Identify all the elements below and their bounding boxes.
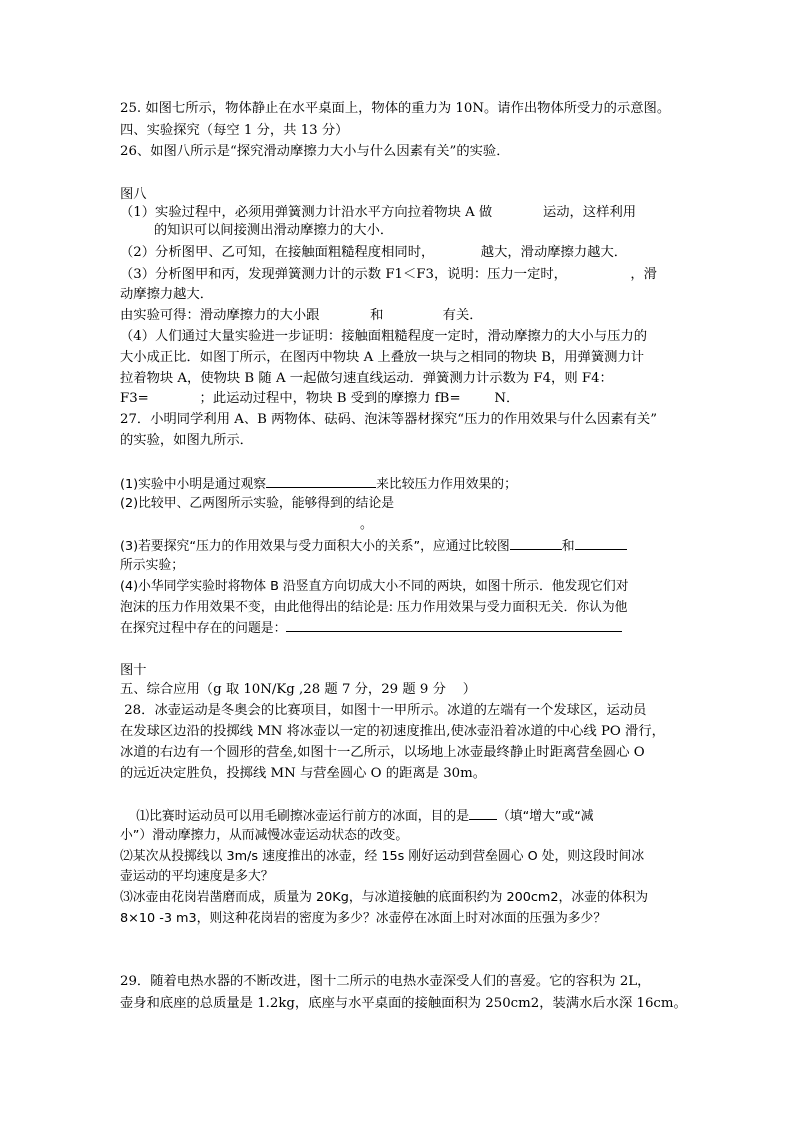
q27-part3-cont: 所示实验； (120, 558, 184, 573)
q28-part2-cont: 壶运动的平均速度是多大？ (120, 869, 274, 884)
q26-part1-cont: 的知识可以间接测出滑动摩擦力的大小． (120, 223, 394, 238)
blank-line (575, 537, 627, 550)
q26-part4-cont1: 大小成正比．如图丁所示，在图丙中物块 A 上叠放一块与之相同的物块 B，用弹簧测力计 (120, 350, 645, 365)
q26-part3-cont: 动摩擦力越大． (120, 287, 214, 302)
section-4-heading: 四、实验探究（每空 1 分，共 13 分） (120, 123, 349, 138)
question-28-cont1: 在发球区边沿的投掷线 MN 将冰壶以一定的初速度推出,使冰壶沿着冰道的中心线 PO 滑行， (120, 724, 665, 739)
q27-part1: (1)实验中小明是通过观察 来比较压力作用效果的； (120, 477, 517, 492)
q26-part4: （4）人们通过大量实验进一步证明：接触面粗糙程度一定时，滑动摩擦力的大小与压力的 (120, 329, 648, 344)
q26-part4-cont2: 拉着物块 A，使物块 B 随 A 一起做匀速直线运动．弹簧测力计示数为 F4，则 F4： (120, 371, 613, 386)
question-25: 25. 如图七所示，物体静止在水平桌面上，物体的重力为 10N。请作出物体所受力的示意图。 (120, 101, 671, 116)
q26-part4-cont3: F3= ；此运动过程中，物块 B 受到的摩擦力 fB= N． (120, 391, 520, 406)
blank-line (286, 619, 622, 632)
question-27-cont: 的实验，如图九所示． (120, 433, 253, 448)
q27-part2-end: 。 (360, 517, 373, 532)
q27-part4-cont2: 在探究过程中存在的问题是： (120, 619, 622, 638)
q26-conclusion: 由实验可得：滑动摩擦力的大小跟 和 有关． (120, 308, 483, 323)
question-27: 27．小明同学利用 A、B 两物体、砝码、泡沫等器材探究“压力的作用效果与什么因素有关” (120, 412, 658, 427)
q27-part4-cont1: 泡沫的压力作用效果不变，由此他得出的结论是: 压力作用效果与受力面积无关．你认为他 (120, 600, 628, 615)
blank-line (266, 475, 376, 488)
figure-8-caption: 图八 (120, 187, 147, 202)
q27-part2: (2)比较甲、乙两图所示实验，能够得到的结论是 (120, 496, 395, 511)
question-28-cont3: 的远近决定胜负，投掷线 MN 与营垒圆心 O 的距离是 30m。 (120, 766, 487, 781)
q27-part4: (4)小华同学实验时将物体 B 沿竖直方向切成大小不同的两块，如图十所示．他发现它们对 (120, 579, 629, 594)
q26-part1: （1）实验过程中，必须用弹簧测力计沿水平方向拉着物块 A 做 运动，这样利用 (120, 205, 637, 220)
question-28-cont2: 冰道的右边有一个圆形的营垒,如图十一乙所示，以场地上冰壶最终静止时距离营垒圆心 O (120, 745, 645, 760)
q28-part1-cont: 小”）滑动摩擦力，从而减慢冰壶运动状态的改变。 (120, 828, 409, 843)
blank-line (469, 807, 497, 820)
question-29: 29．随着电热水器的不断改进，图十二所示的电热水壶深受人们的喜爱。它的容积为 2L， (120, 974, 651, 989)
q28-part3-cont: 8×10 -3 m3，则这种花岗岩的密度为多少？冰壶停在冰面上时对冰面的压强为多少？ (120, 911, 607, 926)
q26-part3: （3）分析图甲和丙，发现弹簧测力计的示数 F1＜F3，说明：压力一定时， ，滑 (120, 267, 657, 282)
figure-10-caption: 图十 (120, 663, 147, 678)
section-5-heading: 五、综合应用（g 取 10N/Kg ,28 题 7 分，29 题 9 分 ） (120, 682, 477, 697)
question-26: 26、如图八所示是“探究滑动摩擦力大小与什么因素有关”的实验． (120, 144, 510, 159)
question-28: 28．冰壶运动是冬奥会的比赛项目，如图十一甲所示。冰道的左端有一个发球区，运动员 (120, 703, 647, 718)
blank-line (510, 537, 562, 550)
q26-part2: （2）分析图甲、乙可知，在接触面粗糙程度相同时， 越大，滑动摩擦力越大． (120, 245, 628, 260)
q28-part2: ⑵某次从投掷线以 3m/s 速度推出的冰壶，经 15s 刚好运动到营垒圆心 O 处，则这段时间冰 (120, 849, 645, 864)
q27-part3: (3)若要探究“压力的作用效果与受力面积大小的关系”，应通过比较图 和 (120, 537, 627, 556)
q28-part3: ⑶冰壶由花岗岩凿磨而成，质量为 20Kg，与冰道接触的底面积约为 200cm2，冰壶的体积为 (120, 890, 649, 905)
q28-part1: ⑴比赛时运动员可以用毛刷擦冰壶运行前方的冰面，目的是 （填“增大”或“减 (120, 809, 594, 824)
question-29-cont: 壶身和底座的总质量是 1.2kg，底座与水平桌面的接触面积为 250cm2，装满水后水深 16cm。 (120, 996, 687, 1011)
